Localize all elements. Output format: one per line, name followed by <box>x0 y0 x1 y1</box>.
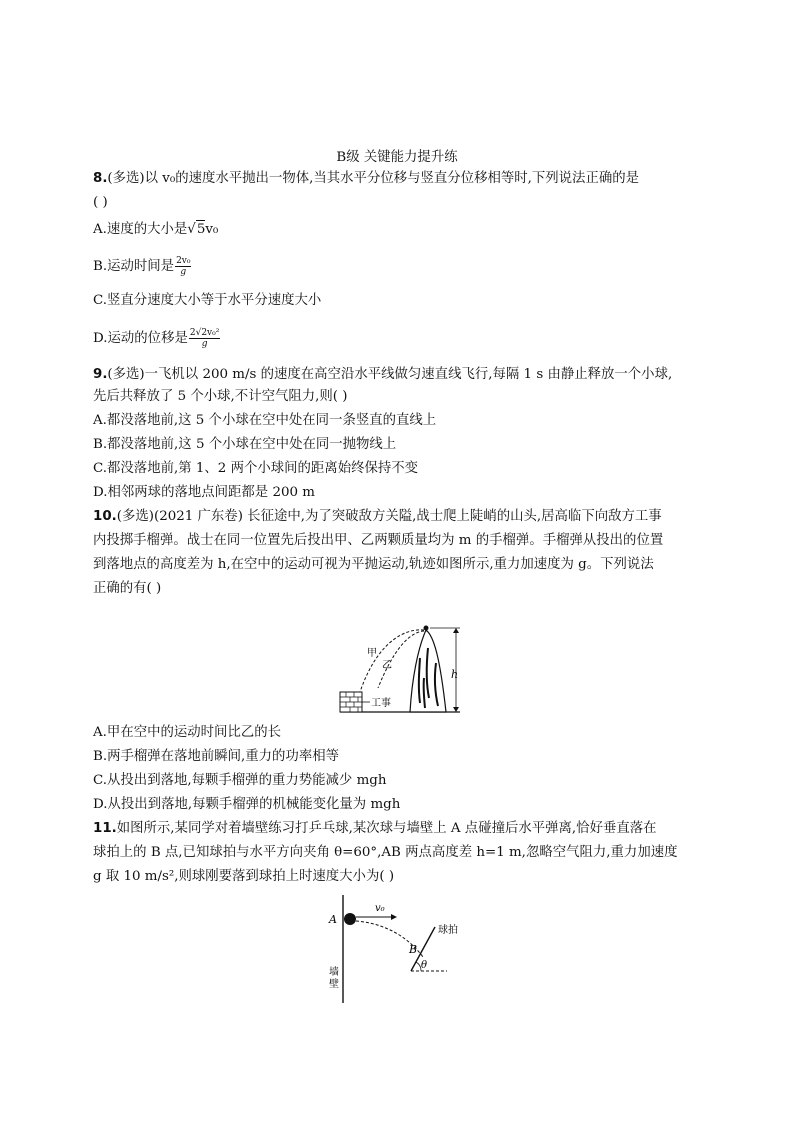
q8-option-d: D.运动的位移是 $\frac{\text{2√2v₀²}}{g}$ <box>93 328 220 349</box>
q10-stem-4: 正确的有( ) <box>93 581 162 596</box>
arrow-up-icon <box>453 628 459 633</box>
label-jia: 甲 <box>367 648 377 659</box>
q8-number: 8. <box>93 171 108 186</box>
q10-number: 10. <box>93 509 117 524</box>
label-wall-2: 壁 <box>329 979 339 990</box>
q11-stem-1: 11.如图所示,某同学对着墙壁练习打乒乓球,某次球与墙壁上 A 点碰撞后水平弹离,恰好垂直落在 <box>93 821 657 836</box>
label-yi: 乙 <box>382 660 392 671</box>
label-wall-1: 墙 <box>329 967 339 978</box>
arrow-down-icon <box>453 707 459 712</box>
pingpong-figure <box>325 895 475 1007</box>
q9-option-d: D.相邻两球的落地点间距都是 200 m <box>93 485 315 500</box>
q10-stem-1: 10.(多选)(2021 广东卷) 长征途中,为了突破敌方关隘,战士爬上陡峭的山头,居高临下向敌方工事 <box>93 509 662 524</box>
q8-blank: ( ) <box>93 195 108 210</box>
q11-number: 11. <box>93 821 117 836</box>
q11-stem-3: g 取 10 m/s²,则球刚要落到球拍上时速度大小为( ) <box>93 869 395 884</box>
q9-option-c: C.都没落地前,第 1、2 两个小球间的距离始终保持不变 <box>93 461 419 476</box>
label-gongshi: 工事 <box>371 698 391 709</box>
q10-stem-2: 内投掷手榴弹。战士在同一位置先后投出甲、乙两颗质量均为 m 的手榴弹。手榴弹从投出的位置 <box>93 533 664 548</box>
label-A: A <box>329 913 337 926</box>
section-title: B级 关键能力提升练 <box>336 150 458 165</box>
q9-stem-1: 9.(多选)一飞机以 200 m/s 的速度在高空沿水平线做匀速直线飞行,每隔 1 s 由静止释放一个小球, <box>93 367 673 382</box>
q8-stem <box>93 170 639 188</box>
label-h: h <box>451 668 459 681</box>
q8-stem-text: (多选)以 v₀的速度水平抛出一物体,当其水平分位移与竖直分位移相等时,下列说法正确的是 <box>107 171 640 186</box>
fraction: $\frac{\text{2√2v₀²}}{g}$ <box>189 328 220 349</box>
fraction: $\frac{\text{2v₀}}{g}$ <box>176 256 191 277</box>
q8-option-b: B.运动时间是 $\frac{\text{2v₀}}{g}$ <box>93 256 191 277</box>
q10-stem-3: 到落地点的高度差为 h,在空中的运动可视为平抛运动,轨迹如图所示,重力加速度为 g。下列说法 <box>93 557 654 572</box>
q9-number: 9. <box>93 367 108 382</box>
bunker-icon <box>340 692 362 712</box>
label-theta: θ <box>421 960 428 971</box>
label-B: B <box>409 943 418 956</box>
grenade-trajectory-figure <box>330 618 470 718</box>
q8-option-a: A.速度的大小是√5v₀ <box>93 222 219 237</box>
q10-option-c: C.从投出到落地,每颗手榴弹的重力势能减少 mgh <box>93 773 387 788</box>
label-racket: 球拍 <box>438 925 458 936</box>
q11-stem-2: 球拍上的 B 点,已知球拍与水平方向夹角 θ=60°,AB 两点高度差 h=1 m,忽略空气阻力,重力加速度 <box>93 845 678 860</box>
q10-option-a: A.甲在空中的运动时间比乙的长 <box>93 725 282 740</box>
soldier-icon <box>424 626 429 631</box>
q10-option-d: D.从投出到落地,每颗手榴弹的机械能变化量为 mgh <box>93 797 401 812</box>
q10-option-b: B.两手榴弹在落地前瞬间,重力的功率相等 <box>93 749 339 764</box>
sqrt-symbol: √ <box>187 222 196 237</box>
label-v0: v₀ <box>375 903 385 914</box>
ball-icon <box>344 913 356 925</box>
q9-option-a: A.都没落地前,这 5 个小球在空中处在同一条竖直的直线上 <box>93 413 437 428</box>
q9-option-b: B.都没落地前,这 5 个小球在空中处在同一抛物线上 <box>93 437 397 452</box>
q9-stem-2: 先后共释放了 5 个小球,不计空气阻力,则( ) <box>93 389 348 404</box>
q8-option-c: C.竖直分速度大小等于水平分速度大小 <box>93 293 322 308</box>
mountain-icon <box>410 630 446 712</box>
arrow-right-icon <box>391 914 397 920</box>
